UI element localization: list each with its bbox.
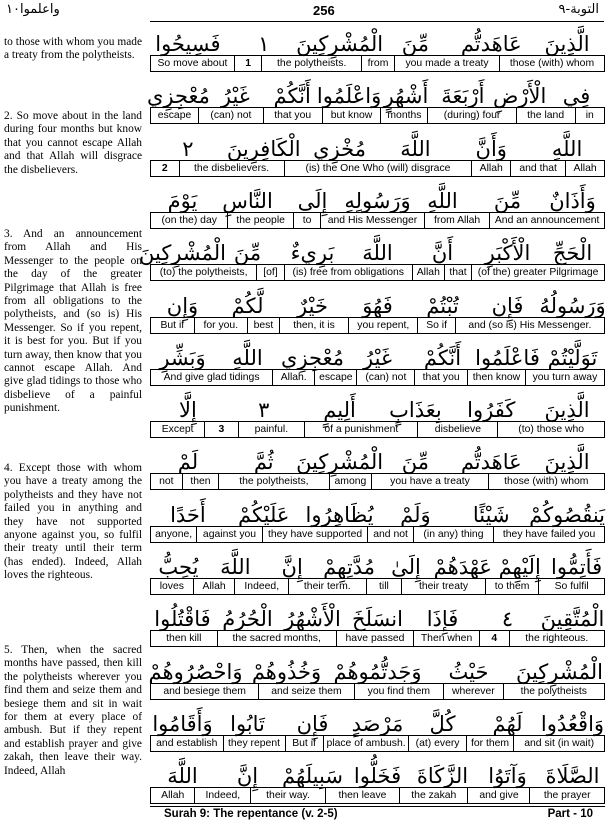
- english-gloss: Allah: [193, 579, 235, 594]
- arabic-word: فَخَلُّوا: [353, 764, 402, 789]
- arabic-word: وَأَقَامُوا: [152, 711, 213, 736]
- english-gloss: that you: [263, 108, 322, 123]
- arabic-word: الْمُشْرِكِينَ: [296, 450, 384, 475]
- arabic-word: أَلِيمٍ: [323, 398, 356, 423]
- english-gloss: (is) the One Who (will) disgrace: [284, 161, 472, 176]
- english-gloss: till: [366, 579, 402, 594]
- arabic-word: فَاقْتُلُوا: [154, 607, 211, 632]
- arabic-word: فَإِن: [296, 711, 329, 736]
- english-gloss: painful.: [238, 422, 305, 437]
- english-gloss: Then when: [413, 631, 479, 646]
- arabic-word: وَآتَوُا: [488, 764, 527, 789]
- english-gloss: escape: [314, 370, 356, 385]
- arabic-word: أَنَّ: [431, 241, 454, 266]
- arabic-word: اللَّهَ: [220, 555, 251, 579]
- arabic-word: اللَّهَ: [400, 136, 431, 161]
- verse-5-translation: 5. Then, when the sacred months have passed, then kill the polytheists wherever you find them and seize them and besiege them and sit in wait for them at every place of ambush. But if they repent and establish prayer and give zakah, then leave their way. Indeed, Allah: [4, 644, 142, 777]
- english-gloss: (during) four: [427, 108, 515, 123]
- arabic-word: أَحَدًا: [170, 502, 206, 527]
- arabic-word: شَيْئًا: [472, 502, 510, 527]
- english-gloss: the sacred months,: [217, 631, 336, 646]
- arabic-word: يُحِبُّ: [158, 555, 199, 579]
- english-gloss: the prayer: [529, 788, 603, 803]
- footer-surah-title: Surah 9: The repentance (v. 2-5): [164, 808, 338, 820]
- english-gloss: and besiege them: [163, 685, 246, 697]
- arabic-word: اللَّهَ: [167, 764, 198, 789]
- english-line: [150, 787, 605, 804]
- english-gloss: you repent,: [348, 318, 417, 333]
- header-left-arabic: واعلموا١٠: [6, 2, 60, 17]
- verse-3-translation: 3. And an announcement from Allah and His Messenger to the people on the day of the greater Pilgrimage that Allah is free from all obligations to the polytheists, and (so is) His Messenger. So if you repent, it is best for you. But if you turn away, then know that you cannot escape Allah. And give glad tidings to those who disbelieve of a painful punishment.: [4, 228, 142, 415]
- english-gloss: (can) not: [356, 370, 414, 385]
- arabic-word: وَجَدتُّمُوهُمْ: [333, 659, 422, 684]
- english-gloss: best: [247, 318, 279, 333]
- arabic-word: عَهْدَهُمْ: [433, 555, 492, 579]
- arabic-word: وَلَمْ: [400, 502, 431, 527]
- arabic-word: الْكَافِرِينَ: [226, 136, 301, 161]
- arabic-word: فَأَتِمُّوا: [551, 555, 603, 579]
- arabic-word: يَوْمَ: [167, 188, 198, 213]
- arabic-word: فَسِيحُوا: [155, 32, 221, 56]
- english-gloss: their term.: [288, 579, 365, 594]
- english-gloss: Indeed,: [194, 788, 250, 803]
- arabic-word: أَرْبَعَةَ: [441, 84, 485, 109]
- english-gloss: anyone,: [155, 528, 193, 540]
- english-line: [150, 160, 605, 177]
- arabic-word: وَاعْلَمُوا: [316, 84, 382, 109]
- arabic-word: كَفَرُوا: [467, 398, 516, 423]
- english-gloss: and that: [510, 161, 565, 176]
- english-line: [150, 55, 605, 72]
- arabic-word: بَرِيءٌ: [290, 241, 335, 266]
- english-gloss: then: [182, 474, 219, 489]
- english-gloss: (on the) day: [161, 214, 217, 226]
- english-gloss: the disbelievers.: [179, 161, 284, 176]
- english-gloss: for them: [466, 736, 514, 751]
- arabic-word: مُخْزِي: [313, 136, 366, 161]
- english-gloss: the polytheists.: [261, 56, 360, 71]
- english-gloss: Allah: [471, 161, 510, 176]
- english-gloss: from Allah: [424, 213, 489, 228]
- arabic-word: الْمُشْرِكِينَ: [139, 241, 227, 266]
- english-gloss: (to) the polytheists,: [159, 267, 248, 279]
- english-line: [150, 107, 605, 124]
- arabic-word: لَهُمْ: [492, 711, 523, 736]
- arabic-word: الْحُرُمُ: [222, 607, 273, 632]
- arabic-word: فَهُوَ: [362, 293, 393, 318]
- arabic-word: وَإِن: [166, 293, 199, 318]
- arabic-word: وَأَنَّ: [475, 136, 507, 161]
- english-line: [150, 630, 605, 647]
- english-gloss: you find them: [354, 684, 443, 699]
- english-gloss: have passed: [336, 631, 413, 646]
- arabic-word: عَاهَدتُّم: [460, 450, 522, 475]
- english-gloss: But if: [160, 319, 185, 331]
- page-footer: [150, 806, 605, 824]
- english-gloss: Allah.: [272, 370, 314, 385]
- verse-4-translation: 4. Except those with whom you have a treaty among the polytheists and they have not failed you in anything and they have not supported anyone against you, so fulfil their treaty until their term (has ended). Indeed, Allah loves the righteous.: [4, 462, 142, 582]
- english-line: [150, 317, 605, 334]
- arabic-word: إِلَّا: [179, 398, 197, 423]
- english-gloss: then leave: [325, 788, 399, 803]
- english-gloss: (can) not: [198, 108, 263, 123]
- english-gloss: Except: [161, 424, 194, 436]
- english-line: [150, 369, 605, 386]
- arabic-word: أَشْهُرٍ: [383, 84, 429, 109]
- english-gloss: 4: [479, 631, 509, 646]
- arabic-word: اللَّهِ: [551, 136, 583, 161]
- english-line: [150, 735, 605, 752]
- english-gloss: months: [380, 108, 427, 123]
- arabic-word: النَّاسِ: [222, 188, 273, 213]
- arabic-word: فِي: [562, 84, 591, 109]
- english-gloss: and seize them: [258, 684, 353, 699]
- arabic-word: تُبْتُمْ: [426, 293, 459, 318]
- arabic-word: الْحَجِّ: [552, 241, 593, 266]
- arabic-word: غَيْرُ: [363, 345, 392, 370]
- arabic-word: إِنَّ: [281, 555, 303, 579]
- english-gloss: they have supported: [262, 527, 368, 542]
- arabic-word: ٣: [258, 398, 270, 423]
- arabic-word: مُدَّتِهِمْ: [323, 555, 375, 579]
- arabic-word: يُظَاهِرُوا: [305, 502, 374, 527]
- english-gloss: So fulfil: [538, 579, 604, 594]
- english-gloss: you turn away: [525, 370, 604, 385]
- arabic-word: وَاقْعُدُوا: [540, 711, 605, 736]
- english-gloss: from: [361, 56, 394, 71]
- arabic-word: الزَّكَاةَ: [416, 764, 469, 789]
- arabic-word: بِعَذَابٍ: [389, 398, 442, 423]
- arabic-word: أَنَّكُمْ: [273, 84, 311, 109]
- english-gloss: loves: [159, 581, 184, 592]
- english-gloss: then kill: [166, 633, 202, 645]
- english-gloss: but know: [322, 108, 381, 123]
- arabic-word: خَيْرٌ: [297, 293, 328, 318]
- english-gloss: for you.: [194, 318, 247, 333]
- arabic-word: الْمُتَّقِينَ: [540, 607, 605, 632]
- arabic-word: اللَّهِ: [232, 345, 263, 370]
- english-gloss: and His Messenger: [320, 213, 424, 228]
- english-gloss: (is) free from obligations: [284, 265, 412, 280]
- arabic-word: إِلَىٰ: [391, 555, 421, 579]
- english-gloss: (in any) thing: [413, 527, 494, 542]
- arabic-word: إِنَّ: [236, 764, 259, 789]
- english-gloss: the polytheists: [503, 684, 604, 699]
- arabic-word: مِّنَ: [401, 32, 430, 56]
- english-gloss: And give glad tidings: [163, 371, 260, 383]
- arabic-word: عَاهَدتُّم: [460, 32, 522, 56]
- english-gloss: their treaty: [401, 579, 484, 594]
- arabic-word: عَلَيْكُمْ: [238, 502, 290, 527]
- english-gloss: against you: [196, 527, 261, 542]
- arabic-word: انسَلَخَ: [352, 607, 403, 632]
- arabic-word: مِّنَ: [401, 450, 430, 475]
- header-right-arabic: التوبة-٩: [558, 2, 599, 17]
- english-gloss: the righteous.: [509, 631, 604, 646]
- english-gloss: their way.: [250, 788, 324, 803]
- arabic-word: مِّنَ: [233, 241, 262, 266]
- english-gloss: then, it is: [279, 318, 348, 333]
- english-gloss: the land: [516, 108, 575, 123]
- english-gloss: you have a treaty: [371, 474, 487, 489]
- english-gloss: Indeed,: [234, 579, 288, 594]
- english-gloss: and not: [367, 527, 412, 542]
- english-gloss: those (with) whom: [499, 56, 604, 71]
- arabic-word: سَبِيلَهُمْ: [282, 764, 343, 789]
- arabic-word: اللَّهَ: [362, 241, 393, 266]
- english-line: [150, 526, 605, 543]
- english-gloss: to them: [485, 579, 539, 594]
- footer-rule: [150, 806, 605, 807]
- english-gloss: that: [444, 265, 471, 280]
- footer-part: Part - 10: [547, 808, 593, 820]
- arabic-word: وَخُذُوهُمْ: [251, 659, 322, 684]
- english-gloss: the zakah: [399, 788, 467, 803]
- arabic-word: ثُمَّ: [253, 450, 274, 475]
- arabic-word: مِّنَ: [493, 188, 522, 213]
- arabic-word: الَّذِينَ: [544, 32, 590, 56]
- english-gloss: (of the) greater Pilgrimage: [471, 265, 604, 280]
- page-number: 256: [313, 3, 335, 18]
- arabic-word: ١: [258, 32, 270, 56]
- arabic-word: ٤: [501, 607, 514, 632]
- english-gloss: and sit (in wait): [513, 736, 604, 751]
- arabic-word: الصَّلَاةَ: [545, 764, 600, 789]
- english-line: [150, 264, 605, 281]
- arabic-word: حَيْثُ: [448, 659, 489, 684]
- english-gloss: 2: [161, 162, 168, 174]
- english-gloss: not: [159, 476, 174, 488]
- arabic-word: الَّذِينَ: [544, 450, 590, 475]
- arabic-word: الْأَشْهُرُ: [284, 607, 341, 632]
- arabic-word: الْمُشْرِكِينَ: [515, 659, 603, 684]
- verse-2-translation: 2. So move about in the land during four months but know that you cannot escape Allah and that Allah will disgrace the disbelievers.: [4, 110, 142, 176]
- arabic-word: الْأَكْبَرِ: [484, 241, 531, 266]
- page-header: [0, 0, 607, 22]
- english-gloss: And an announcement: [489, 213, 604, 228]
- arabic-word: أَنَّكُمْ: [423, 345, 462, 370]
- arabic-word: وَرَسُولِهِ: [344, 188, 411, 213]
- verse-1-translation: to those with whom you made a treaty from the polytheists.: [4, 36, 142, 62]
- english-gloss: they have failed you: [493, 527, 604, 542]
- english-gloss: that you: [414, 370, 467, 385]
- arabic-word: مَرْصَدٍ: [351, 711, 404, 736]
- arabic-word: إِلَى: [297, 188, 328, 213]
- arabic-word: مُعْجِزِي: [146, 84, 210, 109]
- english-gloss: the people: [227, 213, 292, 228]
- english-gloss: disbelieve: [417, 422, 497, 437]
- arabic-word: الْمُشْرِكِينَ: [296, 32, 384, 56]
- arabic-word: لَمْ: [177, 450, 199, 475]
- english-gloss: and establish: [156, 737, 218, 749]
- arabic-word: فَاعْلَمُوا: [475, 345, 540, 370]
- arabic-word: إِلَيْهِمْ: [498, 555, 541, 579]
- arabic-word: وَرَسُولُهُ: [539, 293, 606, 318]
- arabic-word: اللَّهِ: [427, 188, 458, 213]
- arabic-word: ٢: [182, 136, 194, 161]
- arabic-word: غَيْرُ: [220, 84, 250, 109]
- english-gloss: (at) every: [408, 736, 465, 751]
- arabic-word: وَأَذَانٌ: [549, 188, 596, 213]
- arabic-word: تَوَلَّيْتُمْ: [547, 345, 598, 370]
- arabic-word: الْأَرْضِ: [493, 84, 547, 109]
- english-gloss: among: [329, 474, 372, 489]
- english-line: [150, 212, 605, 229]
- english-line: [150, 683, 605, 700]
- english-gloss: escape: [157, 110, 192, 122]
- arabic-word: كُلَّ: [429, 711, 456, 736]
- english-gloss: of a punishment: [304, 422, 417, 437]
- english-gloss: those (with) whom: [488, 474, 604, 489]
- english-gloss: the polytheists,: [218, 474, 328, 489]
- english-gloss: So move about: [157, 58, 228, 69]
- arabic-word: فَإِن: [491, 293, 524, 318]
- english-line: [150, 578, 605, 595]
- english-gloss: 3: [204, 422, 237, 437]
- english-gloss: and (so is) His Messenger.: [455, 318, 604, 333]
- english-gloss: in: [575, 108, 604, 123]
- english-gloss: you made a treaty: [394, 56, 499, 71]
- english-gloss: But if: [285, 736, 323, 751]
- arabic-word: مُعْجِزِي: [281, 345, 344, 370]
- english-gloss: Allah: [565, 161, 604, 176]
- arabic-word: يَنقُصُوكُمْ: [529, 502, 605, 527]
- english-gloss: then know: [467, 370, 525, 385]
- english-line: [150, 473, 605, 490]
- arabic-word: لَّكُمْ: [231, 293, 264, 318]
- english-gloss: place of ambush.: [323, 736, 409, 751]
- arabic-word: فَإِذَا: [426, 607, 459, 632]
- english-gloss: and give: [467, 788, 529, 803]
- arabic-word: تَابُوا: [230, 711, 265, 736]
- english-gloss: 1: [234, 56, 262, 71]
- arabic-word: الَّذِينَ: [544, 398, 590, 423]
- arabic-word: وَبَشِّرِ: [159, 345, 206, 370]
- arabic-word: وَاحْصُرُوهُمْ: [148, 659, 243, 684]
- english-gloss: to: [293, 213, 320, 228]
- english-gloss: wherever: [443, 684, 503, 699]
- english-gloss: (to) those who: [497, 422, 604, 437]
- english-gloss: they repent: [223, 736, 285, 751]
- english-gloss: Allah: [161, 790, 185, 802]
- english-line: [150, 421, 605, 438]
- english-gloss: Allah: [412, 265, 444, 280]
- english-gloss: [of]: [256, 265, 283, 280]
- english-gloss: So if: [417, 318, 454, 333]
